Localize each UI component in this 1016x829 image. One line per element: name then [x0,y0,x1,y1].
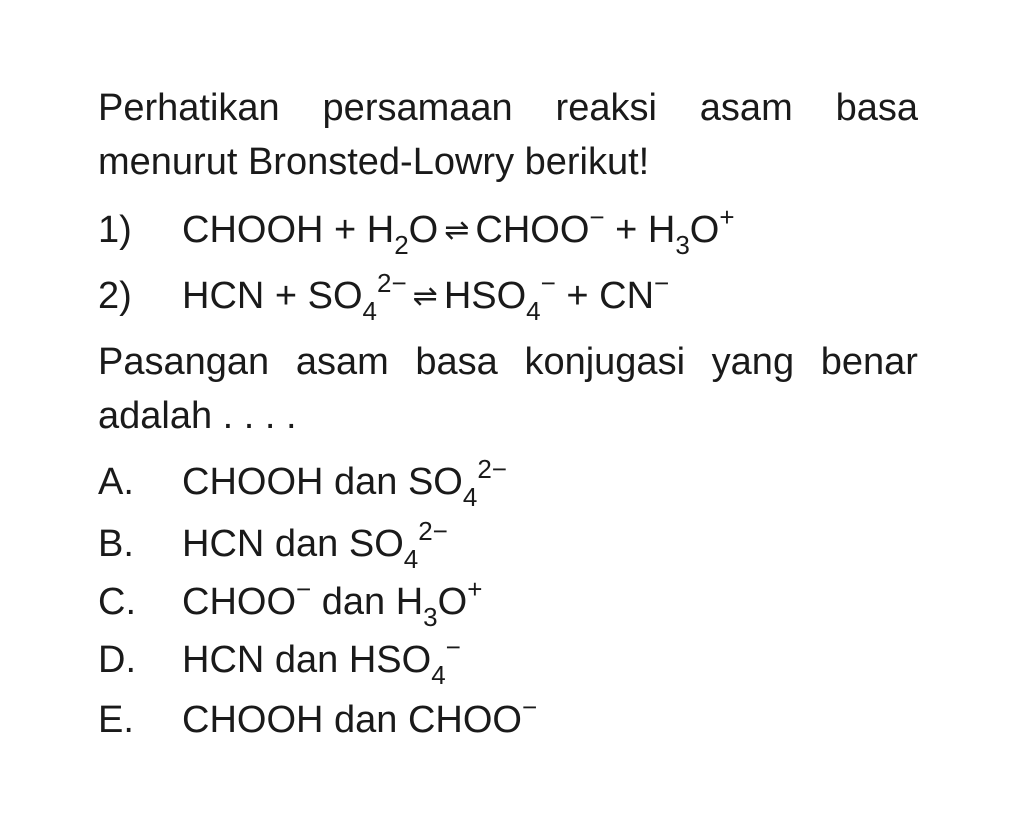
equilibrium-arrow-icon: ⇌ [412,280,438,313]
question-intro-line-2: menurut Bronsted-Lowry berikut! [98,141,650,183]
option-c-text: CHOO− dan $H_3O^+$ [182,574,483,632]
word: asam [699,87,793,129]
reaction-number: 1) [98,209,132,251]
equilibrium-arrow-icon: ⇌ [444,214,470,247]
question-intro-line-1 [98,86,918,130]
option-a-letter: A. [98,461,134,503]
option-b-letter: B. [98,523,134,565]
reaction-number: 2) [98,275,132,317]
word: basa [835,87,918,129]
reaction-2-equation: HCN + $SO_4^{2-}$ ⇌ $HSO_4^- + CN^-$ [182,268,670,326]
option-d-text: HCN dan $HSO_4^-$ [182,632,461,690]
word: konjugasi [524,341,686,383]
word: Perhatikan [98,87,280,129]
word: reaksi [555,87,657,129]
word: yang [711,341,795,383]
reaction-1-equation: CHOOH + $H_2O$ ⇌ CHOO− + $H_3O^+$ [182,202,735,260]
option-d-letter: D. [98,639,136,681]
question-prompt-line-1 [98,340,918,384]
option-c-letter: C. [98,581,136,623]
word: basa [415,341,498,383]
word: asam [295,341,389,383]
option-b-text: HCN dan $SO_4^{2-}$ [182,516,448,574]
question-prompt-line-2: adalah . . . . [98,395,297,437]
option-a-text: CHOOH dan $SO_4^{2-}$ [182,454,507,512]
word: Pasangan [98,341,270,383]
word: persamaan [322,87,513,129]
option-e-letter: E. [98,699,134,741]
word: benar [820,341,918,383]
option-e-text: CHOOH dan CHOO− [182,692,538,741]
